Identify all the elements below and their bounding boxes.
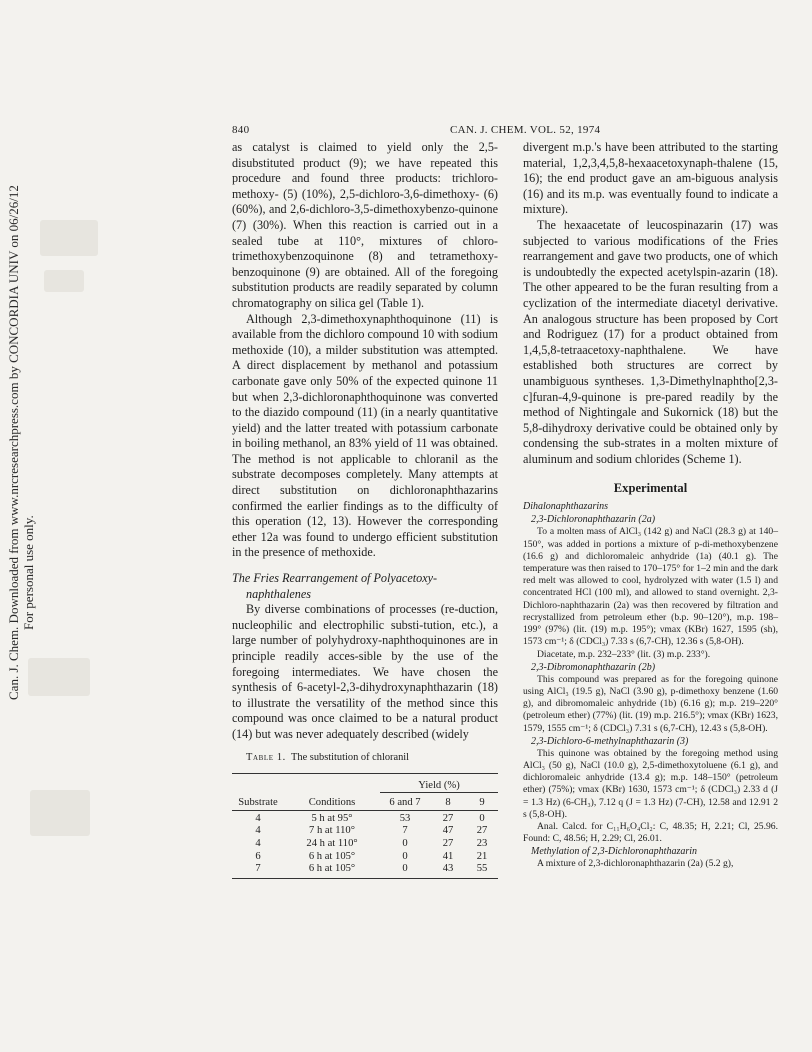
table-label: Table 1. xyxy=(246,751,286,763)
table-cell: 7 xyxy=(255,863,261,875)
table-cell: 53 xyxy=(399,812,411,824)
watermark-source-line: Can. J. Chem. Downloaded from www.nrcresearchpress.com by CONCORDIA UNIV on 06/26/12 xyxy=(6,185,21,700)
experimental-paragraph: Diacetate, m.p. 232–233° (lit. (3) m.p. 233°). xyxy=(537,648,711,660)
section-heading-line: naphthalenes xyxy=(246,586,311,601)
experimental-paragraph: To a molten mass of AlCl₃ (142 g) and NaCl (28.3 g) at 140–150°, was added in portions a mixture of p-di-methoxybenzene (16.6 g) and dichloromaleic anhydride (1a) (40.1 g). The temperature was then raised to 170–175° for 1–2 min and the dark red melt was allowed to cool, hydrolyzed with water (1.5 l) and concentrated HCl (100 ml), and allowed to stand overnight. 2,3-Dichloro-naphthazarin (2a) was then recovered by filtration and recrystallized from petroleum ether (b.p. 90–120°), m.p. 198–199° (97%) (lit. (19) m.p. 195°); νmax (KBr) 1627, 1595 (sh), 1573 cm⁻¹; δ (CDCl₃) 7.33 s (6,7-CH), 12.36 s (5,8-OH). xyxy=(523,526,778,648)
table-cell: 0 xyxy=(402,863,408,875)
right-column xyxy=(523,140,778,871)
scan-smudge xyxy=(30,790,90,836)
table-cell: 27 xyxy=(476,825,488,837)
subsection-heading: Dihalonaphthazarins xyxy=(523,501,609,513)
table-row xyxy=(232,838,498,851)
column-header: Conditions xyxy=(308,797,356,809)
table-title: The substitution of chloranil xyxy=(291,751,410,763)
table-cell: 6 h at 105° xyxy=(308,850,356,862)
experimental-paragraph: A mixture of 2,3-dichloronaphthazarin (2a) (5.2 g), xyxy=(537,858,734,870)
watermark-personal-use-line: For personal use only. xyxy=(21,515,36,630)
table-cell: 23 xyxy=(476,837,488,849)
table-cell: 27 xyxy=(442,837,454,849)
compound-heading: 2,3-Dichloronaphthazarin (2a) xyxy=(531,514,656,526)
scan-smudge xyxy=(40,220,98,256)
journal-running-title: CAN. J. CHEM. VOL. 52, 1974 xyxy=(450,124,601,136)
table-cell: 4 xyxy=(255,825,261,837)
table-cell: 27 xyxy=(442,812,454,824)
table-cell: 55 xyxy=(476,863,488,875)
table-cell: 0 xyxy=(402,850,408,862)
paragraph: divergent m.p.'s have been attributed to the starting material, 1,2,3,4,5,8-hexaacetoxynaph-thalene (15, 16); the end product gave an am-biguous analysis (16) and its m.p. was eventually found to indicate a mixture). xyxy=(523,140,778,217)
section-heading-fries xyxy=(232,571,498,602)
paragraph: By diverse combinations of processes (re-duction, nucleophilic and electrophilic substi-tution, etc.), a large number of polyhydroxy-naphthoquinones are in principle readily acces-sible by the use of the foregoing intermediates. We have chosen the synthesis of 6-acetyl-2,3-dihydroxynaphthazarin (18) to illustrate the versatility of the method since this compound was once claimed to be a natural product (14) but was never adequately described (widely xyxy=(232,602,498,741)
column-header: Substrate xyxy=(238,797,278,809)
table-cell: 7 h at 110° xyxy=(309,825,355,837)
subsection-heading: Methylation of 2,3-Dichloronaphthazarin xyxy=(531,846,698,858)
scan-smudge xyxy=(28,658,90,696)
table-caption xyxy=(232,751,498,765)
left-column xyxy=(232,140,498,879)
table-row xyxy=(232,851,498,864)
table-cell: 4 xyxy=(255,812,261,824)
running-header xyxy=(232,124,768,140)
table-row xyxy=(232,825,498,838)
table-header-row xyxy=(232,797,498,810)
column-header: 6 and 7 xyxy=(389,797,421,809)
compound-heading: 2,3-Dibromonaphthazarin (2b) xyxy=(531,661,656,673)
table-cell: 21 xyxy=(476,850,488,862)
table-cell: 5 h at 95° xyxy=(311,812,353,824)
paragraph: as catalyst is claimed to yield only the 2,5-disubstituted product (9); we have repeated this procedure and found three products: trichloro-methoxy- (5) (10%), 2,5-dichloro-3,6-dimethoxy- (6) (60%), and 2,6-dichloro-3,5-dimethoxybenzo-quinone (7) (30%). When this reaction is carried out in a sealed tube at 110°, mixtures of chloro-trimethoxybenzoquinone (8) and tetramethoxy-benzoquinone (9) are obtained. All of the foregoing substitution products are readily separated by column chromatography on silica gel (Table 1). xyxy=(232,140,498,310)
column-header: 9 xyxy=(479,797,485,809)
table-cell: 6 h at 105° xyxy=(308,863,356,875)
table-cell: 0 xyxy=(479,812,485,824)
section-heading-line: The Fries Rearrangement of Polyacetoxy- xyxy=(232,571,438,586)
table-cell: 4 xyxy=(255,837,261,849)
compound-heading: 2,3-Dichloro-6-methylnaphthazarin (3) xyxy=(531,735,689,747)
column-header: 8 xyxy=(445,797,451,809)
yield-header: Yield (%) xyxy=(380,780,498,793)
table-cell: 43 xyxy=(442,863,454,875)
table-cell: 7 xyxy=(402,825,408,837)
experimental-paragraph: This quinone was obtained by the foregoing method using AlCl₃ (50 g), NaCl (10.0 g), 2,5-dimethoxytoluene (6.1 g), and dichloromaleic anhydride (13.4 g); m.p. 148–150° (petroleum ether) (75%); νmax (KBr) 1630, 1573 cm⁻¹; δ (CDCl₃) 2.33 d (J = 1.3 Hz) (6-CH₃), 7.12 q (J = 1.3 Hz) (7-CH), 12.58 and 12.91 2 s (5,8-OH). xyxy=(523,747,778,820)
table-cell: 24 h at 110° xyxy=(306,837,358,849)
table-cell: 6 xyxy=(255,850,261,862)
chloranil-substitution-table xyxy=(232,773,498,879)
table-row xyxy=(232,863,498,876)
paragraph: Although 2,3-dimethoxynaphthoquinone (11) is available from the dichloro compound 10 with sodium methoxide (10), a milder substitution was attempted. A direct displacement by methanol and potassium carbonate gave only 50% of the expected quinone 11 but when 2,3-dichloronaphthoquinone was converted to the diazido compound (11) (in a nearly quantitative yield) and the latter treated with potassium carbonate in boiling methanol, an 83% yield of 11 was obtained. The method is not applicable to chloranil as the substrate decomposes completely. Many attempts at direct substitution on dichloronaphthazarins confirmed the earlier findings as to the difficulty of this operation (12, 13). However the corresponding ether 12a was found to undergo efficient substitution in the presence of methoxide. xyxy=(232,311,498,560)
experimental-paragraph: This compound was prepared as for the foregoing quinone using AlCl₃ (19.5 g), NaCl (3.90 g), p-dimethoxy benzene (1.60 g), and dibromomaleic anhydride (1b) (6.16 g); m.p. 219–220° (petroleum ether) (77%) (lit. (19) m.p. 216.5°); νmax (KBr) 1623, 1579, 1555 cm⁻¹; δ (CDCl₃) 7.31 s (6,7-CH), 12.43 s (5,8-OH). xyxy=(523,673,778,734)
table-cell: 47 xyxy=(442,825,454,837)
table-row xyxy=(232,813,498,826)
page-number: 840 xyxy=(232,124,250,136)
download-watermark xyxy=(4,180,36,700)
table-cell: 41 xyxy=(442,850,454,862)
paragraph: The hexaacetate of leucospinazarin (17) was subjected to various modifications of the Fries rearrangement and gave two products, one of which is undoubtedly the expected acetylspin-azarin (18). The other appeared to be the furan resulting from a cyclization of the intermediate diacetyl derivative. An analogous structure has been proposed by Cort and Rodriguez (17) for a product obtained from 1,4,5,8-tetraacetoxy-naphthalene. We have established both structures are correct by unambiguous syntheses. 1,3-Dimethylnaphtho[2,3-c]furan-4,9-quinone is pre-pared readily by the method of Nightingale and Sukornick (18) but the 5,8-dihydroxy derivative could be obtained only by condensing the sub-strates in a molten mixture of aluminum and sodium chlorides (Scheme 1). xyxy=(523,217,778,466)
scan-smudge xyxy=(44,270,84,292)
experimental-paragraph: Anal. Calcd. for C₁₁H₆O₄Cl₂: C, 48.35; H, 2.21; Cl, 25.96. Found: C, 48.56; H, 2.29; Cl, 26.01. xyxy=(523,820,778,845)
experimental-heading: Experimental xyxy=(613,481,688,496)
table-cell: 0 xyxy=(402,837,408,849)
